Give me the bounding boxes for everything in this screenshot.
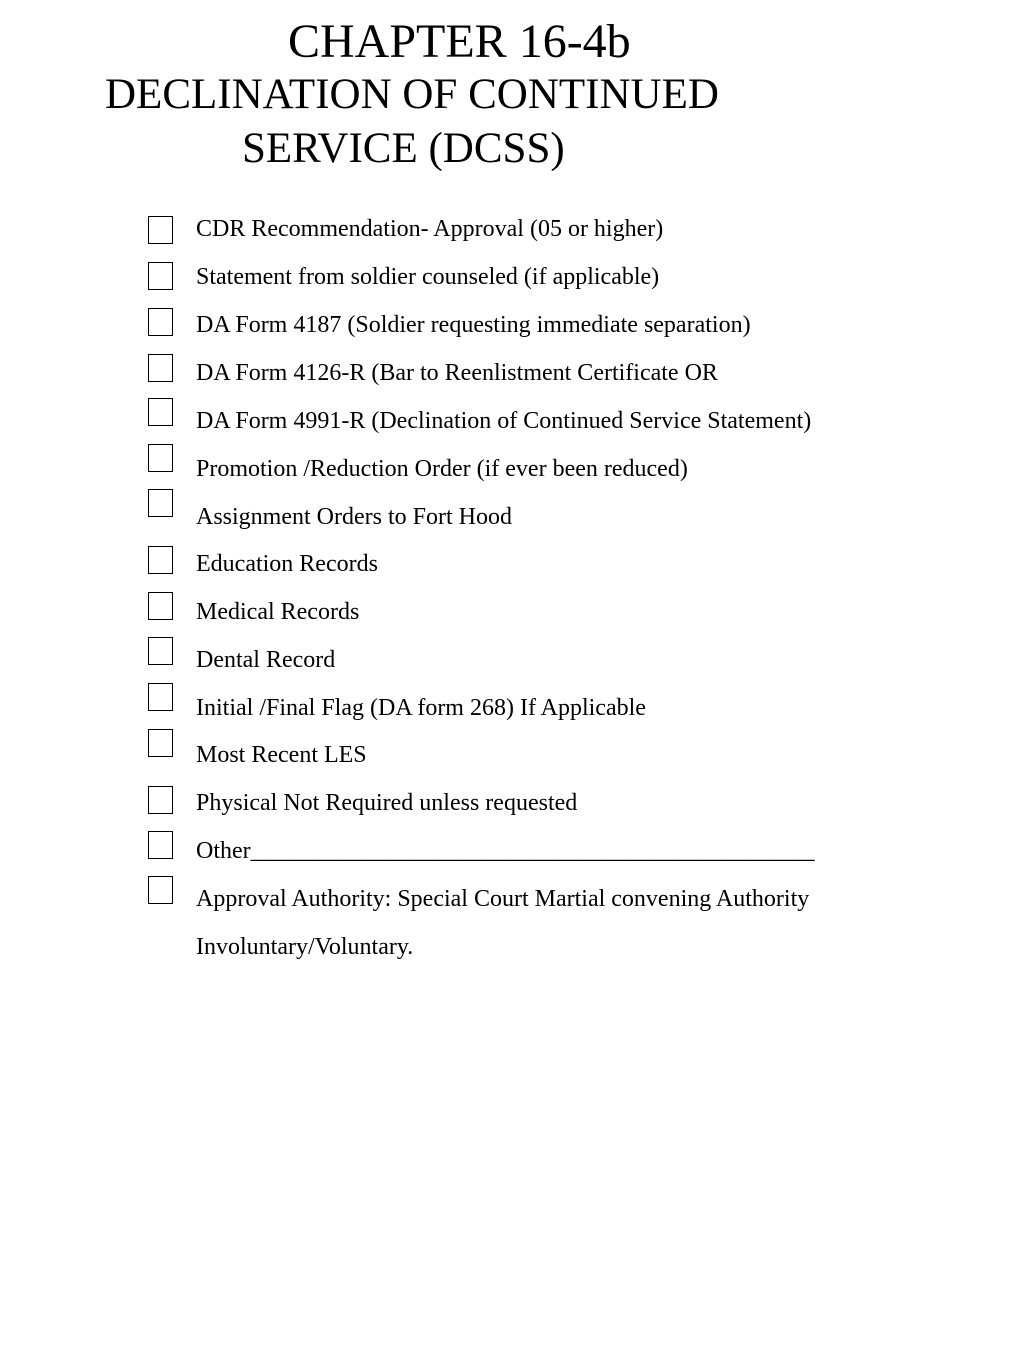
checklist-item-label: Initial /Final Flag (DA form 268) If Applicable xyxy=(196,695,646,721)
checklist-item-label: Education Records xyxy=(196,551,378,577)
checklist-checkbox[interactable] xyxy=(148,637,173,665)
checklist-checkbox[interactable] xyxy=(148,262,173,290)
checklist-checkbox[interactable] xyxy=(148,876,173,904)
checklist-checkbox[interactable] xyxy=(148,683,173,711)
checklist-item-label: Approval Authority: Special Court Martial convening Authority xyxy=(196,886,810,912)
checklist-checkbox[interactable] xyxy=(148,831,173,859)
checklist-checkbox[interactable] xyxy=(148,729,173,757)
chapter-title: CHAPTER 16-4b xyxy=(288,15,631,68)
document-title-line-2: SERVICE (DCSS) xyxy=(242,125,565,172)
checklist-item-label: DA Form 4187 (Soldier requesting immediate separation) xyxy=(196,312,751,338)
checklist-checkbox[interactable] xyxy=(148,354,173,382)
checklist-item-label: CDR Recommendation- Approval (05 or higher) xyxy=(196,216,664,242)
checklist-item-label: Statement from soldier counseled (if applicable) xyxy=(196,264,660,290)
checklist-checkbox[interactable] xyxy=(148,216,173,244)
checklist-checkbox[interactable] xyxy=(148,398,173,426)
checklist-item-label: Assignment Orders to Fort Hood xyxy=(196,504,512,530)
checklist-checkbox[interactable] xyxy=(148,546,173,574)
checklist-item-label: DA Form 4126-R (Bar to Reenlistment Certificate OR xyxy=(196,360,718,386)
checklist-item-label: Medical Records xyxy=(196,599,360,625)
approval-authority-continuation: Involuntary/Voluntary. xyxy=(196,934,414,960)
checklist-item-label: Most Recent LES xyxy=(196,742,367,768)
checklist-checkbox[interactable] xyxy=(148,444,173,472)
checklist-checkbox[interactable] xyxy=(148,308,173,336)
checklist-item-label: Promotion /Reduction Order (if ever been reduced) xyxy=(196,456,688,482)
other-field-label: Other_______________________________________________ xyxy=(196,838,815,864)
checklist-checkbox[interactable] xyxy=(148,786,173,814)
document-title-line-1: DECLINATION OF CONTINUED xyxy=(105,71,719,118)
checklist-item-label: Physical Not Required unless requested xyxy=(196,790,578,816)
checklist-item-label: DA Form 4991-R (Declination of Continued Service Statement) xyxy=(196,408,812,434)
checklist-item-label: Dental Record xyxy=(196,647,336,673)
checklist-checkbox[interactable] xyxy=(148,592,173,620)
checklist-checkbox[interactable] xyxy=(148,489,173,517)
